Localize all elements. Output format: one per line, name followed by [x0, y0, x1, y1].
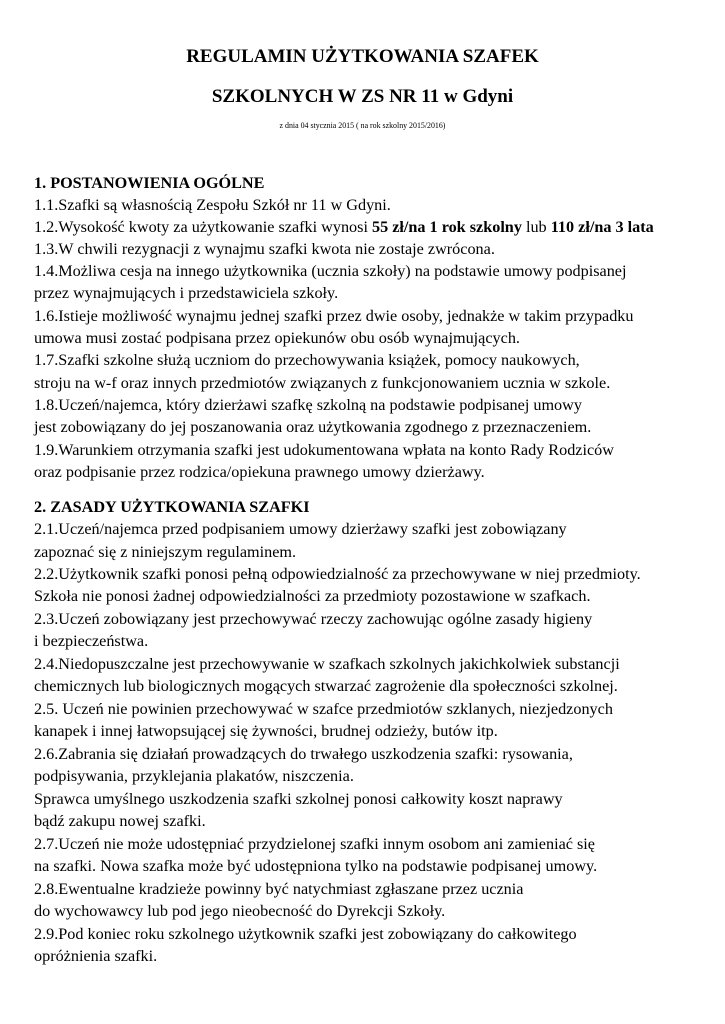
section-1-heading: 1. POSTANOWIENIA OGÓLNE — [34, 174, 265, 192]
rule-2-4-line-1: 2.4.Niedopuszczalne jest przechowywanie w szafkach szkolnych jakichkolwiek substancji — [34, 655, 620, 673]
rule-2-5-line-2: kanapek i innej łatwopsującej się żywności, brudnej odzieży, butów itp. — [34, 722, 498, 740]
rule-1-9-line-1: 1.9.Warunkiem otrzymania szafki jest udokumentowana wpłata na konto Rady Rodziców — [34, 441, 614, 459]
rule-2-4-line-2: chemicznych lub biologicznych mogących stwarzać zagrożenie dla społeczności szkolnej. — [34, 677, 618, 695]
rule-2-7-line-2: na szafki. Nowa szafka może być udostępniona tylko na podstawie podpisanej umowy. — [34, 857, 598, 875]
document-title-line-1: REGULAMIN UŻYTKOWANIA SZAFEK — [186, 46, 539, 67]
rule-2-1-line-1: 2.1.Uczeń/najemca przed podpisaniem umowy dzierżawy szafki jest zobowiązany — [34, 520, 567, 538]
rule-2-7-line-1: 2.7.Uczeń nie może udostępniać przydzielonej szafki innym osobom ani zamieniać się — [34, 835, 595, 853]
rule-1-4-line-2: przez wynajmujących i przedstawiciela szkoły. — [34, 284, 339, 302]
rule-2-8-line-2: do wychowawcy lub pod jego nieobecność do Dyrekcji Szkoły. — [34, 902, 446, 920]
rule-2-8-line-1: 2.8.Ewentualne kradzieże powinny być natychmiast zgłaszane przez ucznia — [34, 880, 524, 898]
document-title-line-2: SZKOLNYCH W ZS NR 11 w Gdyni — [211, 86, 514, 107]
rule-1-2 — [34, 216, 654, 238]
rule-1-6-line-2: umowa musi zostać podpisana przez opiekunów obu osób wynajmujących. — [34, 329, 520, 347]
rule-2-2-line-2: Szkoła nie ponosi żadnej odpowiedzialności za przedmioty pozostawione w szafkach. — [34, 587, 591, 605]
rule-2-9-line-1: 2.9.Pod koniec roku szkolnego użytkownik szafki jest zobowiązany do całkowitego — [34, 925, 577, 943]
rule-2-2-line-1: 2.2.Użytkownik szafki ponosi pełną odpowiedzialność za przechowywane w niej przedmioty. — [34, 565, 641, 583]
rule-2-1-line-2: zapoznać się z niniejszym regulaminem. — [34, 543, 297, 561]
rule-1-2-or: lub — [521, 218, 551, 236]
rule-1-2-text: 1.2.Wysokość kwoty za użytkowanie szafki wynosi — [34, 218, 372, 236]
rule-1-3: 1.3.W chwili rezygnacji z wynajmu szafki kwota nie zostaje zwrócona. — [34, 240, 495, 258]
rule-1-2-price-3-years: 110 zł/na 3 lata — [550, 218, 654, 236]
document-date: z dnia 04 stycznia 2015 ( na rok szkolny 2015/2016) — [279, 121, 446, 130]
rule-1-7-line-1: 1.7.Szafki szkolne służą uczniom do przechowywania książek, pomocy naukowych, — [34, 351, 580, 369]
rule-1-7-line-2: stroju na w-f oraz innych przedmiotów związanych z funkcjonowaniem ucznia w szkole. — [34, 374, 611, 392]
rule-2-6-line-2: podpisywania, przyklejania plakatów, niszczenia. — [34, 767, 354, 785]
rule-2-6-line-4: bądź zakupu nowej szafki. — [34, 812, 206, 830]
rule-2-3-line-2: i bezpieczeństwa. — [34, 632, 149, 650]
rule-1-8-line-1: 1.8.Uczeń/najemca, który dzierżawi szafkę szkolną na podstawie podpisanej umowy — [34, 396, 582, 414]
section-2-heading: 2. ZASADY UŻYTKOWANIA SZAFKI — [34, 498, 310, 516]
rule-1-9-line-2: oraz podpisanie przez rodzica/opiekuna prawnego umowy dzierżawy. — [34, 463, 485, 481]
rule-2-3-line-1: 2.3.Uczeń zobowiązany jest przechowywać rzeczy zachowując ogólne zasady higieny — [34, 610, 593, 628]
rule-1-6-line-1: 1.6.Istieje możliwość wynajmu jednej szafki przez dwie osoby, jednakże w takim przypadku — [34, 307, 634, 325]
rule-2-6-line-1: 2.6.Zabrania się działań prowadzących do trwałego uszkodzenia szafki: rysowania, — [34, 745, 573, 763]
rule-1-1: 1.1.Szafki są własnością Zespołu Szkół nr 11 w Gdyni. — [34, 196, 391, 214]
rule-2-5-line-1: 2.5. Uczeń nie powinien przechowywać w szafce przedmiotów szklanych, niezjedzonych — [34, 700, 613, 718]
rule-1-8-line-2: jest zobowiązany do jej poszanowania oraz użytkowania zgodnego z przeznaczeniem. — [34, 418, 592, 436]
rule-1-4-line-1: 1.4.Możliwa cesja na innego użytkownika (ucznia szkoły) na podstawie umowy podpisanej — [34, 262, 627, 280]
rule-2-9-line-2: opróżnienia szafki. — [34, 947, 158, 965]
rule-1-2-price-1-year: 55 zł/na 1 rok szkolny — [372, 218, 522, 236]
rule-2-6-line-3: Sprawca umyślnego uszkodzenia szafki szkolnej ponosi całkowity koszt naprawy — [34, 790, 563, 808]
